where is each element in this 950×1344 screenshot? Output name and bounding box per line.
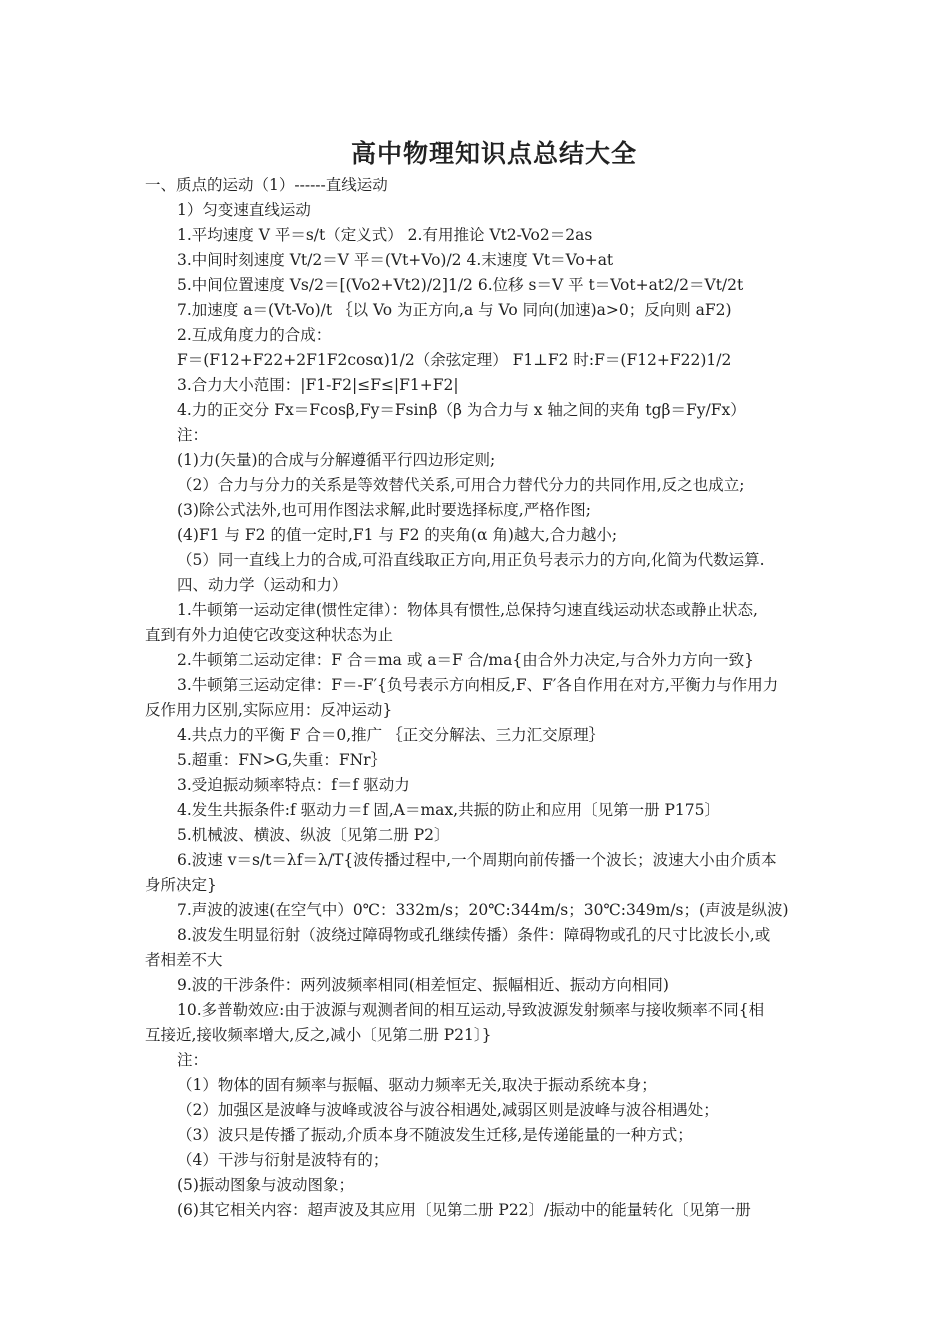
note-item: (3)除公式法外,也可用作图法求解,此时要选择标度,严格作图; — [177, 501, 591, 519]
page-title: 高中物理知识点总结大全 — [350, 139, 637, 168]
text-line: 3.牛顿第三运动定律：F＝-F′{负号表示方向相反,F、F′各自作用在对方,平衡力与作用力 — [177, 676, 779, 694]
section-heading: 四、动力学（运动和力） — [177, 576, 348, 594]
text-line: 10.多普勒效应:由于波源与观测者间的相互运动,导致波源发射频率与接收频率不同{相 — [177, 1001, 765, 1019]
text-line: 7.声波的波速(在空气中）0℃：332m/s；20℃:344m/s；30℃:349m/s；(声波是纵波) — [177, 901, 789, 919]
text-line: 3.中间时刻速度 Vt/2＝V 平＝(Vt+Vo)/2 4.末速度 Vt＝Vo+at — [177, 251, 614, 269]
text-line: 6.波速 v＝s/t＝λf＝λ/T{波传播过程中,一个周期向前传播一个波长；波速大小由介质本 — [177, 851, 777, 869]
text-line-continuation: 身所决定} — [145, 876, 217, 894]
section-heading: 一、质点的运动（1）------直线运动 — [145, 176, 388, 194]
text-line: 5.超重：FN>G,失重：FNr｝ — [177, 751, 387, 769]
text-line-continuation: 反作用力区别,实际应用：反冲运动} — [145, 701, 393, 719]
text-line: 1.牛顿第一运动定律(惯性定律）：物体具有惯性,总保持匀速直线运动状态或静止状态, — [177, 601, 758, 619]
text-line: 2.牛顿第二运动定律：F 合＝ma 或 a＝F 合/ma{由合外力决定,与合外力方向一致} — [177, 651, 754, 669]
text-line: 1.平均速度 V 平＝s/t（定义式） 2.有用推论 Vt2-Vo2＝2as — [177, 226, 593, 244]
note-item: （2）加强区是波峰与波峰或波谷与波谷相遇处,减弱区则是波峰与波谷相遇处； — [177, 1101, 719, 1119]
text-line: F＝(F12+F22+2F1F2cosα)1/2（余弦定理） F1⊥F2 时:F＝(F12+F22)1/2 — [177, 351, 732, 369]
note-item: （2）合力与分力的关系是等效替代关系,可用合力替代分力的共同作用,反之也成立; — [177, 476, 745, 494]
note-item: (1)力(矢量)的合成与分解遵循平行四边形定则; — [177, 451, 496, 469]
text-line: 2.互成角度力的合成： — [177, 326, 332, 344]
text-line-continuation: 直到有外力迫使它改变这种状态为止 — [145, 626, 394, 644]
text-line: 9.波的干涉条件：两列波频率相同(相差恒定、振幅相近、振动方向相同) — [177, 976, 669, 994]
note-item: （5）同一直线上力的合成,可沿直线取正方向,用正负号表示力的方向,化简为代数运算. — [177, 551, 765, 569]
text-line: 4.力的正交分 Fx＝Fcosβ,Fy＝Fsinβ（β 为合力与 x 轴之间的夹角 tgβ＝Fy/Fx） — [177, 401, 746, 419]
note-item: (5)振动图象与波动图象； — [177, 1176, 354, 1194]
text-line: 3.受迫振动频率特点：f＝f 驱动力 — [177, 776, 410, 794]
text-line: 4.共点力的平衡 F 合＝0,推广 ｛正交分解法、三力汇交原理｝ — [177, 726, 605, 744]
note-label: 注： — [177, 426, 209, 444]
subsection-heading: 1）匀变速直线运动 — [177, 201, 311, 219]
text-line: 4.发生共振条件:f 驱动力＝f 固,A＝max,共振的防止和应用〔见第一册 P175〕 — [177, 801, 721, 819]
note-item: （1）物体的固有频率与振幅、驱动力频率无关,取决于振动系统本身； — [177, 1076, 657, 1094]
note-item: （4）干涉与衍射是波特有的； — [177, 1151, 389, 1169]
text-line: 5.机械波、横波、纵波〔见第二册 P2〕 — [177, 826, 450, 844]
text-line: 8.波发生明显衍射（波绕过障碍物或孔继续传播）条件：障碍物或孔的尺寸比波长小,或 — [177, 926, 771, 944]
text-line-continuation: 互接近,接收频率增大,反之,减小〔见第二册 P21〕} — [145, 1026, 492, 1044]
text-line: 5.中间位置速度 Vs/2＝[(Vo2+Vt2)/2]1/2 6.位移 s＝V 平 t＝Vot+at2/2＝Vt/2t — [177, 276, 744, 294]
text-line-continuation: 者相差不大 — [145, 951, 223, 969]
note-item: (6)其它相关内容：超声波及其应用〔见第二册 P22〕/振动中的能量转化〔见第一册 — [177, 1201, 751, 1219]
note-item: （3）波只是传播了振动,介质本身不随波发生迁移,是传递能量的一种方式； — [177, 1126, 693, 1144]
text-line: 7.加速度 a＝(Vt-Vo)/t ｛以 Vo 为正方向,a 与 Vo 同向(加速)a>0；反向则 aF2) — [177, 301, 732, 319]
note-item: (4)F1 与 F2 的值一定时,F1 与 F2 的夹角(α 角)越大,合力越小; — [177, 526, 618, 544]
text-line: 3.合力大小范围：|F1-F2|≤F≤|F1+F2| — [177, 376, 459, 394]
note-label: 注： — [177, 1051, 209, 1069]
